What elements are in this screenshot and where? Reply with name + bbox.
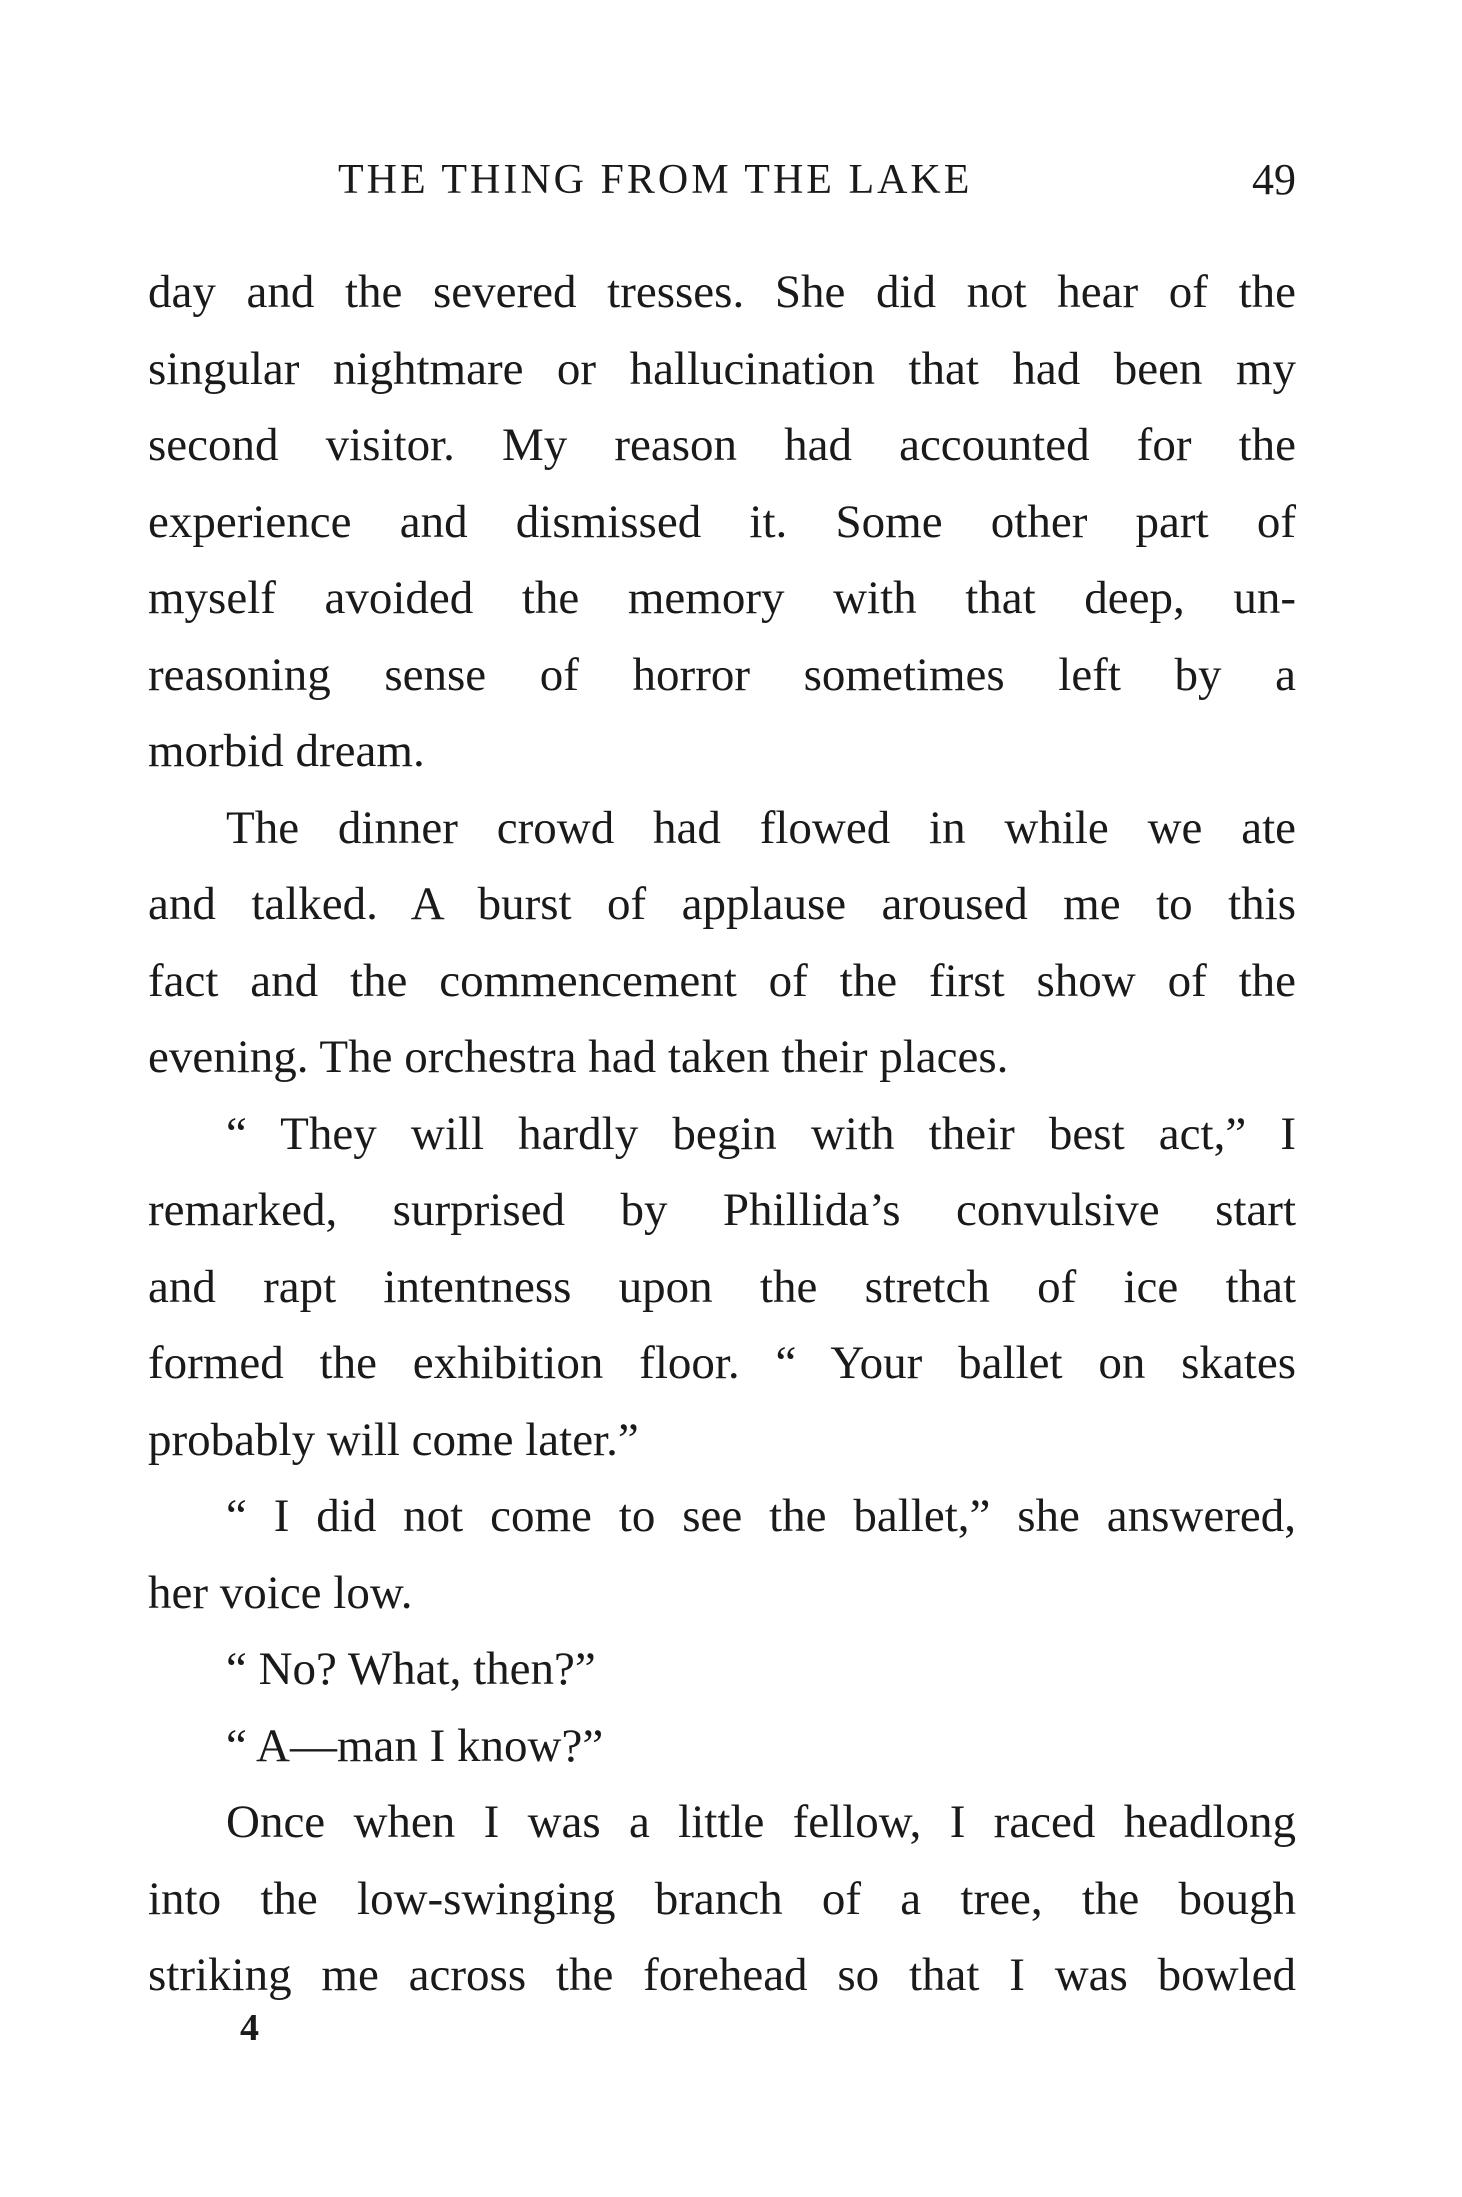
text-line: singular nightmare or hallucination that had been my	[148, 342, 1296, 395]
text-line: “ No? What, then?”	[226, 1643, 596, 1695]
text-line: morbid dream.	[148, 725, 425, 777]
text-line: remarked, surprised by Phillida’s convulsive start	[148, 1184, 1296, 1236]
page-number: 49	[1252, 155, 1296, 204]
text-line: myself avoided the memory with that deep, un-	[148, 572, 1296, 624]
text-line: day and the severed tresses. She did not hear of the	[148, 266, 1296, 318]
text-line: “ I did not come to see the ballet,” she answered,	[226, 1490, 1296, 1542]
text-line: Once when I was a little fellow, I raced headlong	[226, 1796, 1296, 1848]
text-line: and talked. A burst of applause aroused me to this	[148, 878, 1296, 930]
text-line: The dinner crowd had flowed in while we ate	[226, 801, 1296, 854]
running-head	[148, 150, 1296, 210]
text-line: formed the exhibition floor. “ Your ballet on skates	[148, 1337, 1296, 1389]
body-text	[148, 254, 1296, 2014]
text-line: second visitor. My reason had accounted for the	[148, 419, 1296, 471]
signature-mark: 4	[240, 2007, 259, 2049]
text-line: experience and dismissed it. Some other part of	[148, 495, 1296, 548]
text-line: and rapt intentness upon the stretch of ice that	[148, 1260, 1296, 1313]
text-line: striking me across the forehead so that I was bowled	[148, 1949, 1296, 2001]
text-line: fact and the commencement of the first show of the	[148, 954, 1296, 1007]
text-line: into the low-swinging branch of a tree, the bough	[148, 1872, 1296, 1925]
text-line: “ A—man I know?”	[226, 1719, 604, 1772]
running-title: THE THING FROM THE LAKE	[338, 157, 973, 203]
text-line: her voice low.	[148, 1566, 413, 1619]
text-line: evening. The orchestra had taken their places.	[148, 1031, 1009, 1083]
text-line: reasoning sense of horror sometimes left by a	[148, 648, 1296, 701]
text-line: probably will come later.”	[148, 1413, 639, 1466]
text-line: “ They will hardly begin with their best act,” I	[226, 1107, 1296, 1160]
